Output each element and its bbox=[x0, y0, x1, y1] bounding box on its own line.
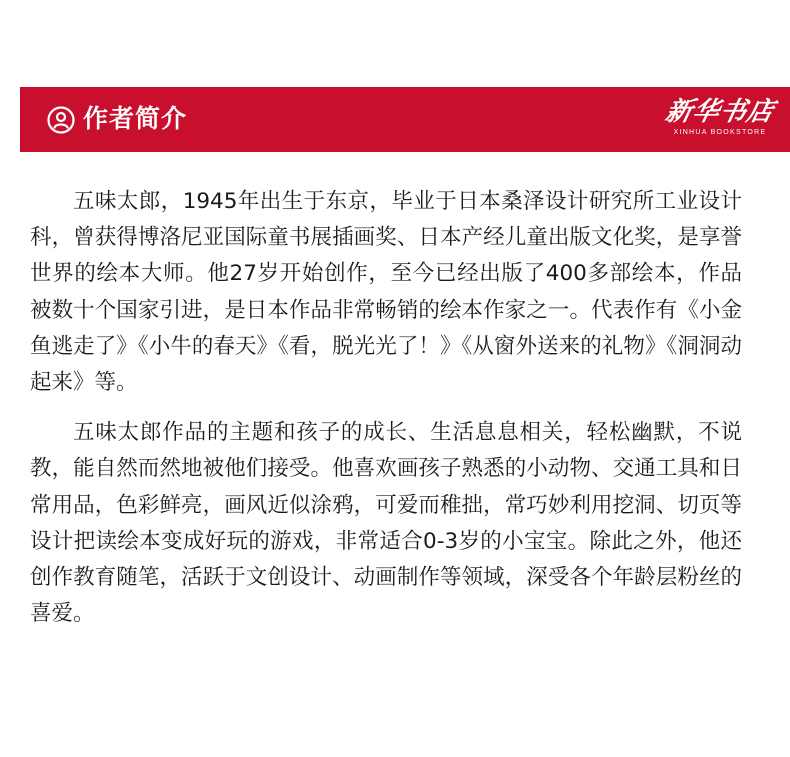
logo-script-text: 新华书店 bbox=[662, 97, 778, 127]
section-header bbox=[20, 87, 790, 152]
xinhua-bookstore-logo bbox=[664, 96, 776, 146]
bio-paragraph: 五味太郎作品的主题和孩子的成长、生活息息相关，轻松幽默，不说教，能自然而然地被他们接受。他喜欢画孩子熟悉的小动物、交通工具和日常用品，色彩鲜亮，画风近似涂鸦，可爱而稚拙，常巧妙利用挖洞、切页等设计把读绘本变成好玩的游戏，非常适合0-3岁的小宝宝。除此之外，他还创作教育随笔，活跃于文创设计、动画制作等领域，深受各个年龄层粉丝的喜爱。 bbox=[30, 420, 742, 627]
author-bio bbox=[30, 184, 742, 632]
user-circle-icon bbox=[47, 106, 75, 134]
section-title: 作者简介 bbox=[83, 104, 188, 133]
logo-subtitle: XINHUA BOOKSTORE bbox=[673, 129, 767, 136]
bio-paragraph: 五味太郎，1945年出生于东京，毕业于日本桑泽设计研究所工业设计科，曾获得博洛尼亚国际童书展插画奖、日本产经儿童出版文化奖，是享誉世界的绘本大师。他27岁开始创作，至今已经出版了400多部绘本，作品被数十个国家引进，是日本作品非常畅销的绘本作家之一。代表作有《小金鱼逃走了》《小牛的春天》《看，脱光光了！》《从窗外送来的礼物》《洞洞动起来》等。 bbox=[30, 189, 742, 396]
